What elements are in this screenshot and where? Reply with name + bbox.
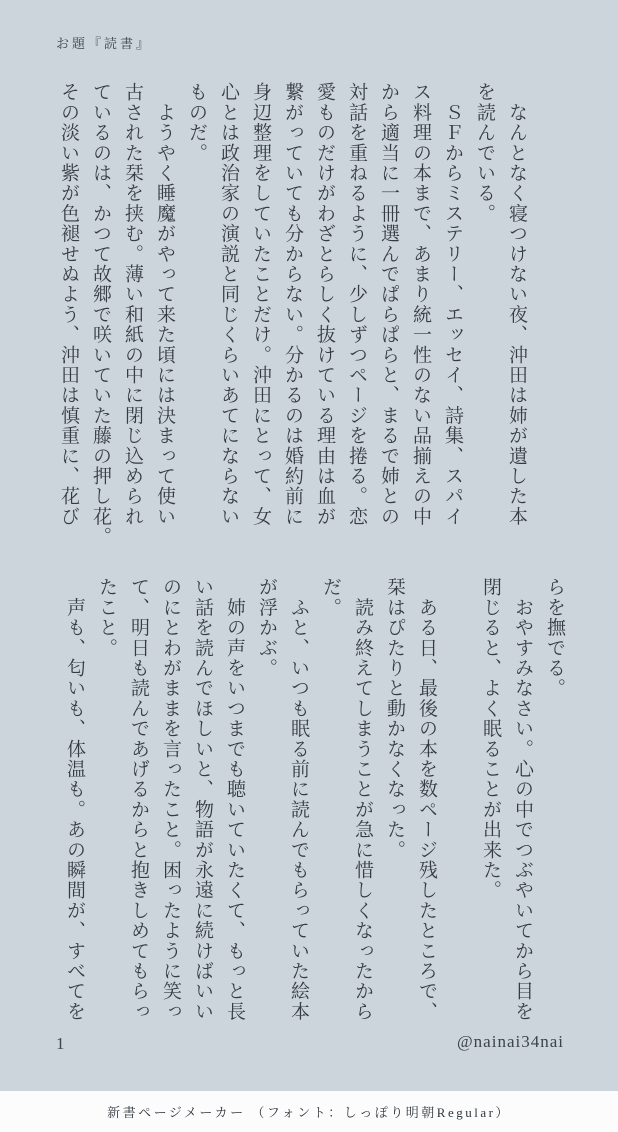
text-section-upper xyxy=(52,82,532,552)
text-line: ているのは、かつて故郷で咲いていた藤の押し花。 xyxy=(90,82,111,547)
page-number: 1 xyxy=(56,1034,65,1053)
text-line: 心とは政治家の演説と同じくらいあてにならない xyxy=(218,82,239,527)
text-line: 愛ものだけがわざとらしく抜けている理由は血が xyxy=(314,82,335,527)
text-line: たこと。 xyxy=(96,577,117,658)
text-line: おやすみなさい。心の中でつぶやいてから目を xyxy=(512,577,533,1022)
text-line: ようやく睡魔がやって来た頃には決まって使い xyxy=(154,82,175,527)
text-line xyxy=(442,577,474,1047)
text-line: 繋がっていても分からない。分かるのは婚約前に xyxy=(282,82,303,527)
text-line: 栞はぴたりと動かなくなった。 xyxy=(384,577,405,860)
text-line: ある日、最後の本を数ページ残したところで、 xyxy=(416,577,437,1022)
text-line: ス料理の本まで、あまり統一性のない品揃えの中 xyxy=(410,82,431,527)
text-line: が浮かぶ。 xyxy=(256,577,277,678)
prompt-title: お題『読書』 xyxy=(56,36,153,51)
text-line: から適当に一冊選んでぱらぱらと、まるで姉との xyxy=(378,82,399,527)
text-line: 古された栞を挟む。薄い和紙の中に閉じ込められ xyxy=(122,82,143,527)
text-line: その淡い紫が色褪せぬよう、沖田は慎重に、花び xyxy=(58,82,79,527)
text-line: を読んでいる。 xyxy=(474,82,495,224)
text-line: 読み終えてしまうことが急に惜しくなったから xyxy=(352,577,373,1022)
text-line: らを撫でる。 xyxy=(544,577,565,699)
generator-credit: 新書ページメーカー （フォント：しっぽり明朝Regular） xyxy=(107,1105,511,1120)
text-line: 対話を重ねるように、少しずつページを捲る。恋 xyxy=(346,82,367,527)
text-line: 身辺整理をしていたことだけ。沖田にとって、女 xyxy=(250,82,271,527)
text-line: ふと、いつも眠る前に読んでもらっていた絵本 xyxy=(288,577,309,1022)
credit-bar xyxy=(0,1091,618,1132)
text-line: い話を読んでほしいと、物語が永遠に続けばいい xyxy=(192,577,213,1022)
text-line: ＳＦからミステリー、エッセイ、詩集、スパイ xyxy=(442,82,463,527)
text-line: 声も、匂いも、体温も。あの瞬間が、すべてを xyxy=(64,577,85,1022)
text-line: のにとわがままを言ったこと。困ったように笑っ xyxy=(160,577,181,1022)
text-line: なんとなく寝つけない夜、沖田は姉が遺した本 xyxy=(506,82,527,527)
text-line: て、明日も読んであげるからと抱きしめてもらっ xyxy=(128,577,149,1022)
text-line: だ。 xyxy=(320,577,341,618)
text-section-lower xyxy=(58,577,570,1047)
text-line: ものだ。 xyxy=(186,82,207,163)
author-handle: @nainai34nai xyxy=(457,1032,564,1051)
text-line: 姉の声をいつまでも聴いていたくて、もっと長 xyxy=(224,577,245,1022)
text-line: 閉じると、よく眠ることが出来た。 xyxy=(480,577,501,901)
